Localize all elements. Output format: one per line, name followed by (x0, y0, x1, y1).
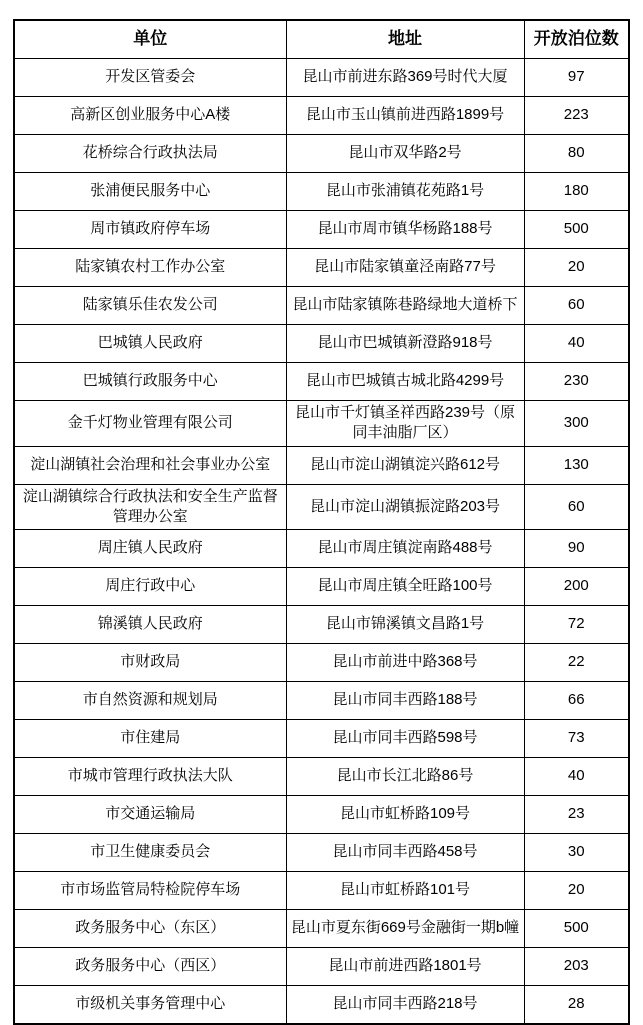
table-body (14, 59, 629, 1025)
spaces-cell: 97 (524, 59, 629, 97)
spaces-cell: 66 (524, 682, 629, 720)
address-cell: 昆山市周庄镇淀南路488号 (286, 530, 524, 568)
unit-cell: 淀山湖镇社会治理和社会事业办公室 (14, 446, 286, 484)
spaces-cell: 90 (524, 530, 629, 568)
spaces-cell: 20 (524, 872, 629, 910)
spaces-cell: 230 (524, 363, 629, 401)
address-cell: 昆山市巴城镇新澄路918号 (286, 325, 524, 363)
unit-cell: 巴城镇行政服务中心 (14, 363, 286, 401)
table-row (14, 325, 629, 363)
header-unit: 单位 (14, 20, 286, 59)
table-row (14, 173, 629, 211)
spaces-cell: 200 (524, 568, 629, 606)
spaces-cell: 60 (524, 287, 629, 325)
unit-cell: 市卫生健康委员会 (14, 834, 286, 872)
unit-cell: 锦溪镇人民政府 (14, 606, 286, 644)
spaces-cell: 223 (524, 97, 629, 135)
spaces-cell: 40 (524, 325, 629, 363)
spaces-cell: 500 (524, 211, 629, 249)
address-cell: 昆山市前进东路369号时代大厦 (286, 59, 524, 97)
address-cell: 昆山市巴城镇古城北路4299号 (286, 363, 524, 401)
unit-cell: 市住建局 (14, 720, 286, 758)
unit-cell: 淀山湖镇综合行政执法和安全生产监督管理办公室 (14, 484, 286, 530)
unit-cell: 花桥综合行政执法局 (14, 135, 286, 173)
table-row (14, 568, 629, 606)
unit-cell: 周庄行政中心 (14, 568, 286, 606)
table-row (14, 401, 629, 447)
spaces-cell: 20 (524, 249, 629, 287)
address-cell: 昆山市同丰西路188号 (286, 682, 524, 720)
spaces-cell: 180 (524, 173, 629, 211)
unit-cell: 周庄镇人民政府 (14, 530, 286, 568)
unit-cell: 市城市管理行政执法大队 (14, 758, 286, 796)
unit-cell: 市自然资源和规划局 (14, 682, 286, 720)
table-row (14, 363, 629, 401)
unit-cell: 开发区管委会 (14, 59, 286, 97)
address-cell: 昆山市张浦镇花苑路1号 (286, 173, 524, 211)
address-cell: 昆山市陆家镇童泾南路77号 (286, 249, 524, 287)
unit-cell: 周市镇政府停车场 (14, 211, 286, 249)
spaces-cell: 30 (524, 834, 629, 872)
parking-table-container (13, 19, 628, 1025)
address-cell: 昆山市虹桥路101号 (286, 872, 524, 910)
spaces-cell: 22 (524, 644, 629, 682)
unit-cell: 张浦便民服务中心 (14, 173, 286, 211)
table-row (14, 530, 629, 568)
address-cell: 昆山市锦溪镇文昌路1号 (286, 606, 524, 644)
table-row (14, 97, 629, 135)
unit-cell: 市市场监管局特检院停车场 (14, 872, 286, 910)
spaces-cell: 40 (524, 758, 629, 796)
address-cell: 昆山市前进中路368号 (286, 644, 524, 682)
unit-cell: 巴城镇人民政府 (14, 325, 286, 363)
table-row (14, 910, 629, 948)
unit-cell: 政务服务中心（西区） (14, 948, 286, 986)
unit-cell: 陆家镇农村工作办公室 (14, 249, 286, 287)
header-row (14, 20, 629, 59)
address-cell: 昆山市淀山湖镇淀兴路612号 (286, 446, 524, 484)
address-cell: 昆山市长江北路86号 (286, 758, 524, 796)
address-cell: 昆山市夏东街669号金融街一期b幢 (286, 910, 524, 948)
table-row (14, 644, 629, 682)
unit-cell: 陆家镇乐佳农发公司 (14, 287, 286, 325)
address-cell: 昆山市淀山湖镇振淀路203号 (286, 484, 524, 530)
unit-cell: 市交通运输局 (14, 796, 286, 834)
parking-table (13, 19, 630, 1025)
unit-cell: 市财政局 (14, 644, 286, 682)
spaces-cell: 23 (524, 796, 629, 834)
spaces-cell: 500 (524, 910, 629, 948)
table-row (14, 484, 629, 530)
spaces-cell: 80 (524, 135, 629, 173)
unit-cell: 金千灯物业管理有限公司 (14, 401, 286, 447)
address-cell: 昆山市同丰西路598号 (286, 720, 524, 758)
address-cell: 昆山市千灯镇圣祥西路239号（原同丰油脂厂区） (286, 401, 524, 447)
address-cell: 昆山市前进西路1801号 (286, 948, 524, 986)
table-row (14, 948, 629, 986)
table-row (14, 606, 629, 644)
address-cell: 昆山市同丰西路458号 (286, 834, 524, 872)
address-cell: 昆山市虹桥路109号 (286, 796, 524, 834)
table-row (14, 59, 629, 97)
table-row (14, 249, 629, 287)
table-row (14, 211, 629, 249)
header-open-spaces: 开放泊位数 (524, 20, 629, 59)
address-cell: 昆山市玉山镇前进西路1899号 (286, 97, 524, 135)
table-row (14, 287, 629, 325)
table-row (14, 834, 629, 872)
table-row (14, 135, 629, 173)
unit-cell: 市级机关事务管理中心 (14, 986, 286, 1025)
table-row (14, 872, 629, 910)
table-row (14, 446, 629, 484)
unit-cell: 政务服务中心（东区） (14, 910, 286, 948)
address-cell: 昆山市双华路2号 (286, 135, 524, 173)
table-row (14, 758, 629, 796)
spaces-cell: 28 (524, 986, 629, 1025)
header-address: 地址 (286, 20, 524, 59)
address-cell: 昆山市陆家镇陈巷路绿地大道桥下 (286, 287, 524, 325)
table-row (14, 682, 629, 720)
spaces-cell: 60 (524, 484, 629, 530)
table-row (14, 796, 629, 834)
address-cell: 昆山市周庄镇全旺路100号 (286, 568, 524, 606)
address-cell: 昆山市同丰西路218号 (286, 986, 524, 1025)
spaces-cell: 73 (524, 720, 629, 758)
table-row (14, 720, 629, 758)
table-row (14, 986, 629, 1025)
spaces-cell: 203 (524, 948, 629, 986)
unit-cell: 高新区创业服务中心A楼 (14, 97, 286, 135)
spaces-cell: 130 (524, 446, 629, 484)
spaces-cell: 72 (524, 606, 629, 644)
address-cell: 昆山市周市镇华杨路188号 (286, 211, 524, 249)
spaces-cell: 300 (524, 401, 629, 447)
